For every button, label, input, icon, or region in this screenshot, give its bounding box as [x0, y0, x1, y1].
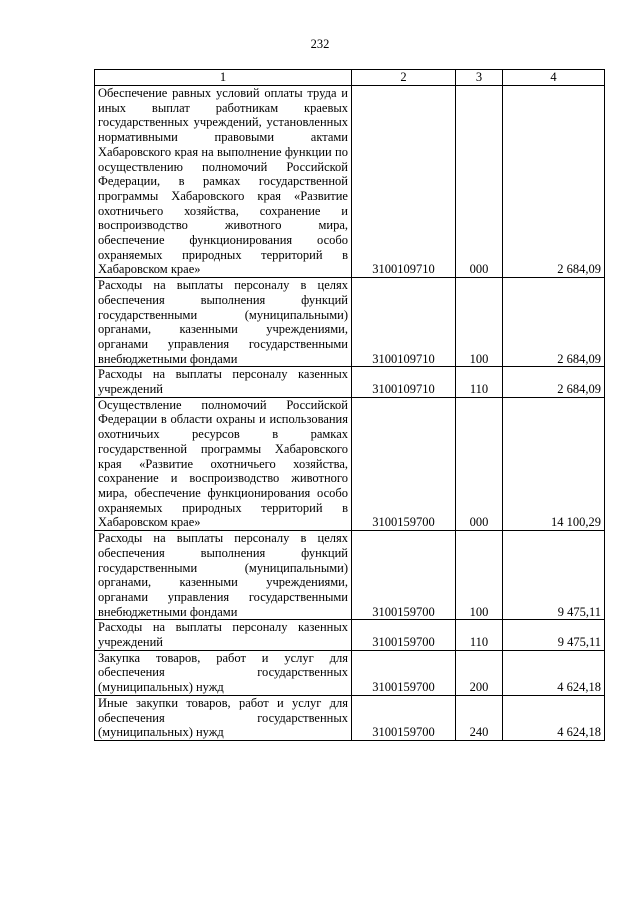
table-row — [95, 367, 605, 397]
row-description: Расходы на выплаты персоналу в целях обеспечения выполнения функций государственными (муниципальными) органами, казенными учреждениями, органами управления государственными внебюджетными фондами — [95, 531, 352, 620]
row-code: 3100109710 — [352, 86, 456, 278]
row-amount: 4 624,18 — [503, 650, 605, 695]
row-type: 000 — [456, 397, 503, 530]
row-amount: 4 624,18 — [503, 695, 605, 740]
row-type: 000 — [456, 86, 503, 278]
row-type: 110 — [456, 367, 503, 397]
row-description: Обеспечение равных условий оплаты труда и иных выплат работникам краевых государственных учреждений, установленных нормативными правовыми актами Хабаровского края на выполнение функции по осуществлению полномочий Российской Федерации, в рамках государственной программы Хабаровского края «Развитие охотничьего хозяйства, сохранение и воспроизводство животного мира, обеспечение функционирования особо охраняемых природных территорий в Хабаровском крае» — [95, 86, 352, 278]
table-row — [95, 278, 605, 367]
row-amount: 2 684,09 — [503, 278, 605, 367]
row-type: 200 — [456, 650, 503, 695]
row-amount: 2 684,09 — [503, 367, 605, 397]
column-header: 3 — [456, 70, 503, 86]
row-amount: 14 100,29 — [503, 397, 605, 530]
row-code: 3100159700 — [352, 397, 456, 530]
row-description: Осуществление полномочий Российской Федерации в области охраны и использования охотничьих ресурсов в рамках государственной программы Хабаровского края «Развитие охотничьего хозяйства, сохранение и воспроизводство животного мира, обеспечение функционирования особо охраняемых природных территорий в Хабаровском крае» — [95, 397, 352, 530]
column-header: 2 — [352, 70, 456, 86]
row-type: 240 — [456, 695, 503, 740]
row-code: 3100109710 — [352, 367, 456, 397]
row-description: Закупка товаров, работ и услуг для обеспечения государственных (муниципальных) нужд — [95, 650, 352, 695]
row-code: 3100159700 — [352, 620, 456, 650]
table-row — [95, 397, 605, 530]
row-description: Расходы на выплаты персоналу казенных учреждений — [95, 367, 352, 397]
table-row — [95, 620, 605, 650]
row-amount: 9 475,11 — [503, 531, 605, 620]
table-row — [95, 650, 605, 695]
page-number: 232 — [310, 37, 330, 51]
row-code: 3100159700 — [352, 650, 456, 695]
row-code: 3100109710 — [352, 278, 456, 367]
row-code: 3100159700 — [352, 695, 456, 740]
row-type: 100 — [456, 278, 503, 367]
table-row — [95, 86, 605, 278]
row-type: 110 — [456, 620, 503, 650]
header-row — [95, 70, 605, 86]
row-description: Расходы на выплаты персоналу казенных учреждений — [95, 620, 352, 650]
row-type: 100 — [456, 531, 503, 620]
table-row — [95, 531, 605, 620]
row-description: Иные закупки товаров, работ и услуг для обеспечения государственных (муниципальных) нужд — [95, 695, 352, 740]
column-header: 4 — [503, 70, 605, 86]
column-header: 1 — [95, 70, 352, 86]
row-amount: 2 684,09 — [503, 86, 605, 278]
row-amount: 9 475,11 — [503, 620, 605, 650]
row-code: 3100159700 — [352, 531, 456, 620]
row-description: Расходы на выплаты персоналу в целях обеспечения выполнения функций государственными (муниципальными) органами, казенными учреждениями, органами управления государственными внебюджетными фондами — [95, 278, 352, 367]
table-row — [95, 695, 605, 740]
budget-table — [94, 69, 605, 741]
